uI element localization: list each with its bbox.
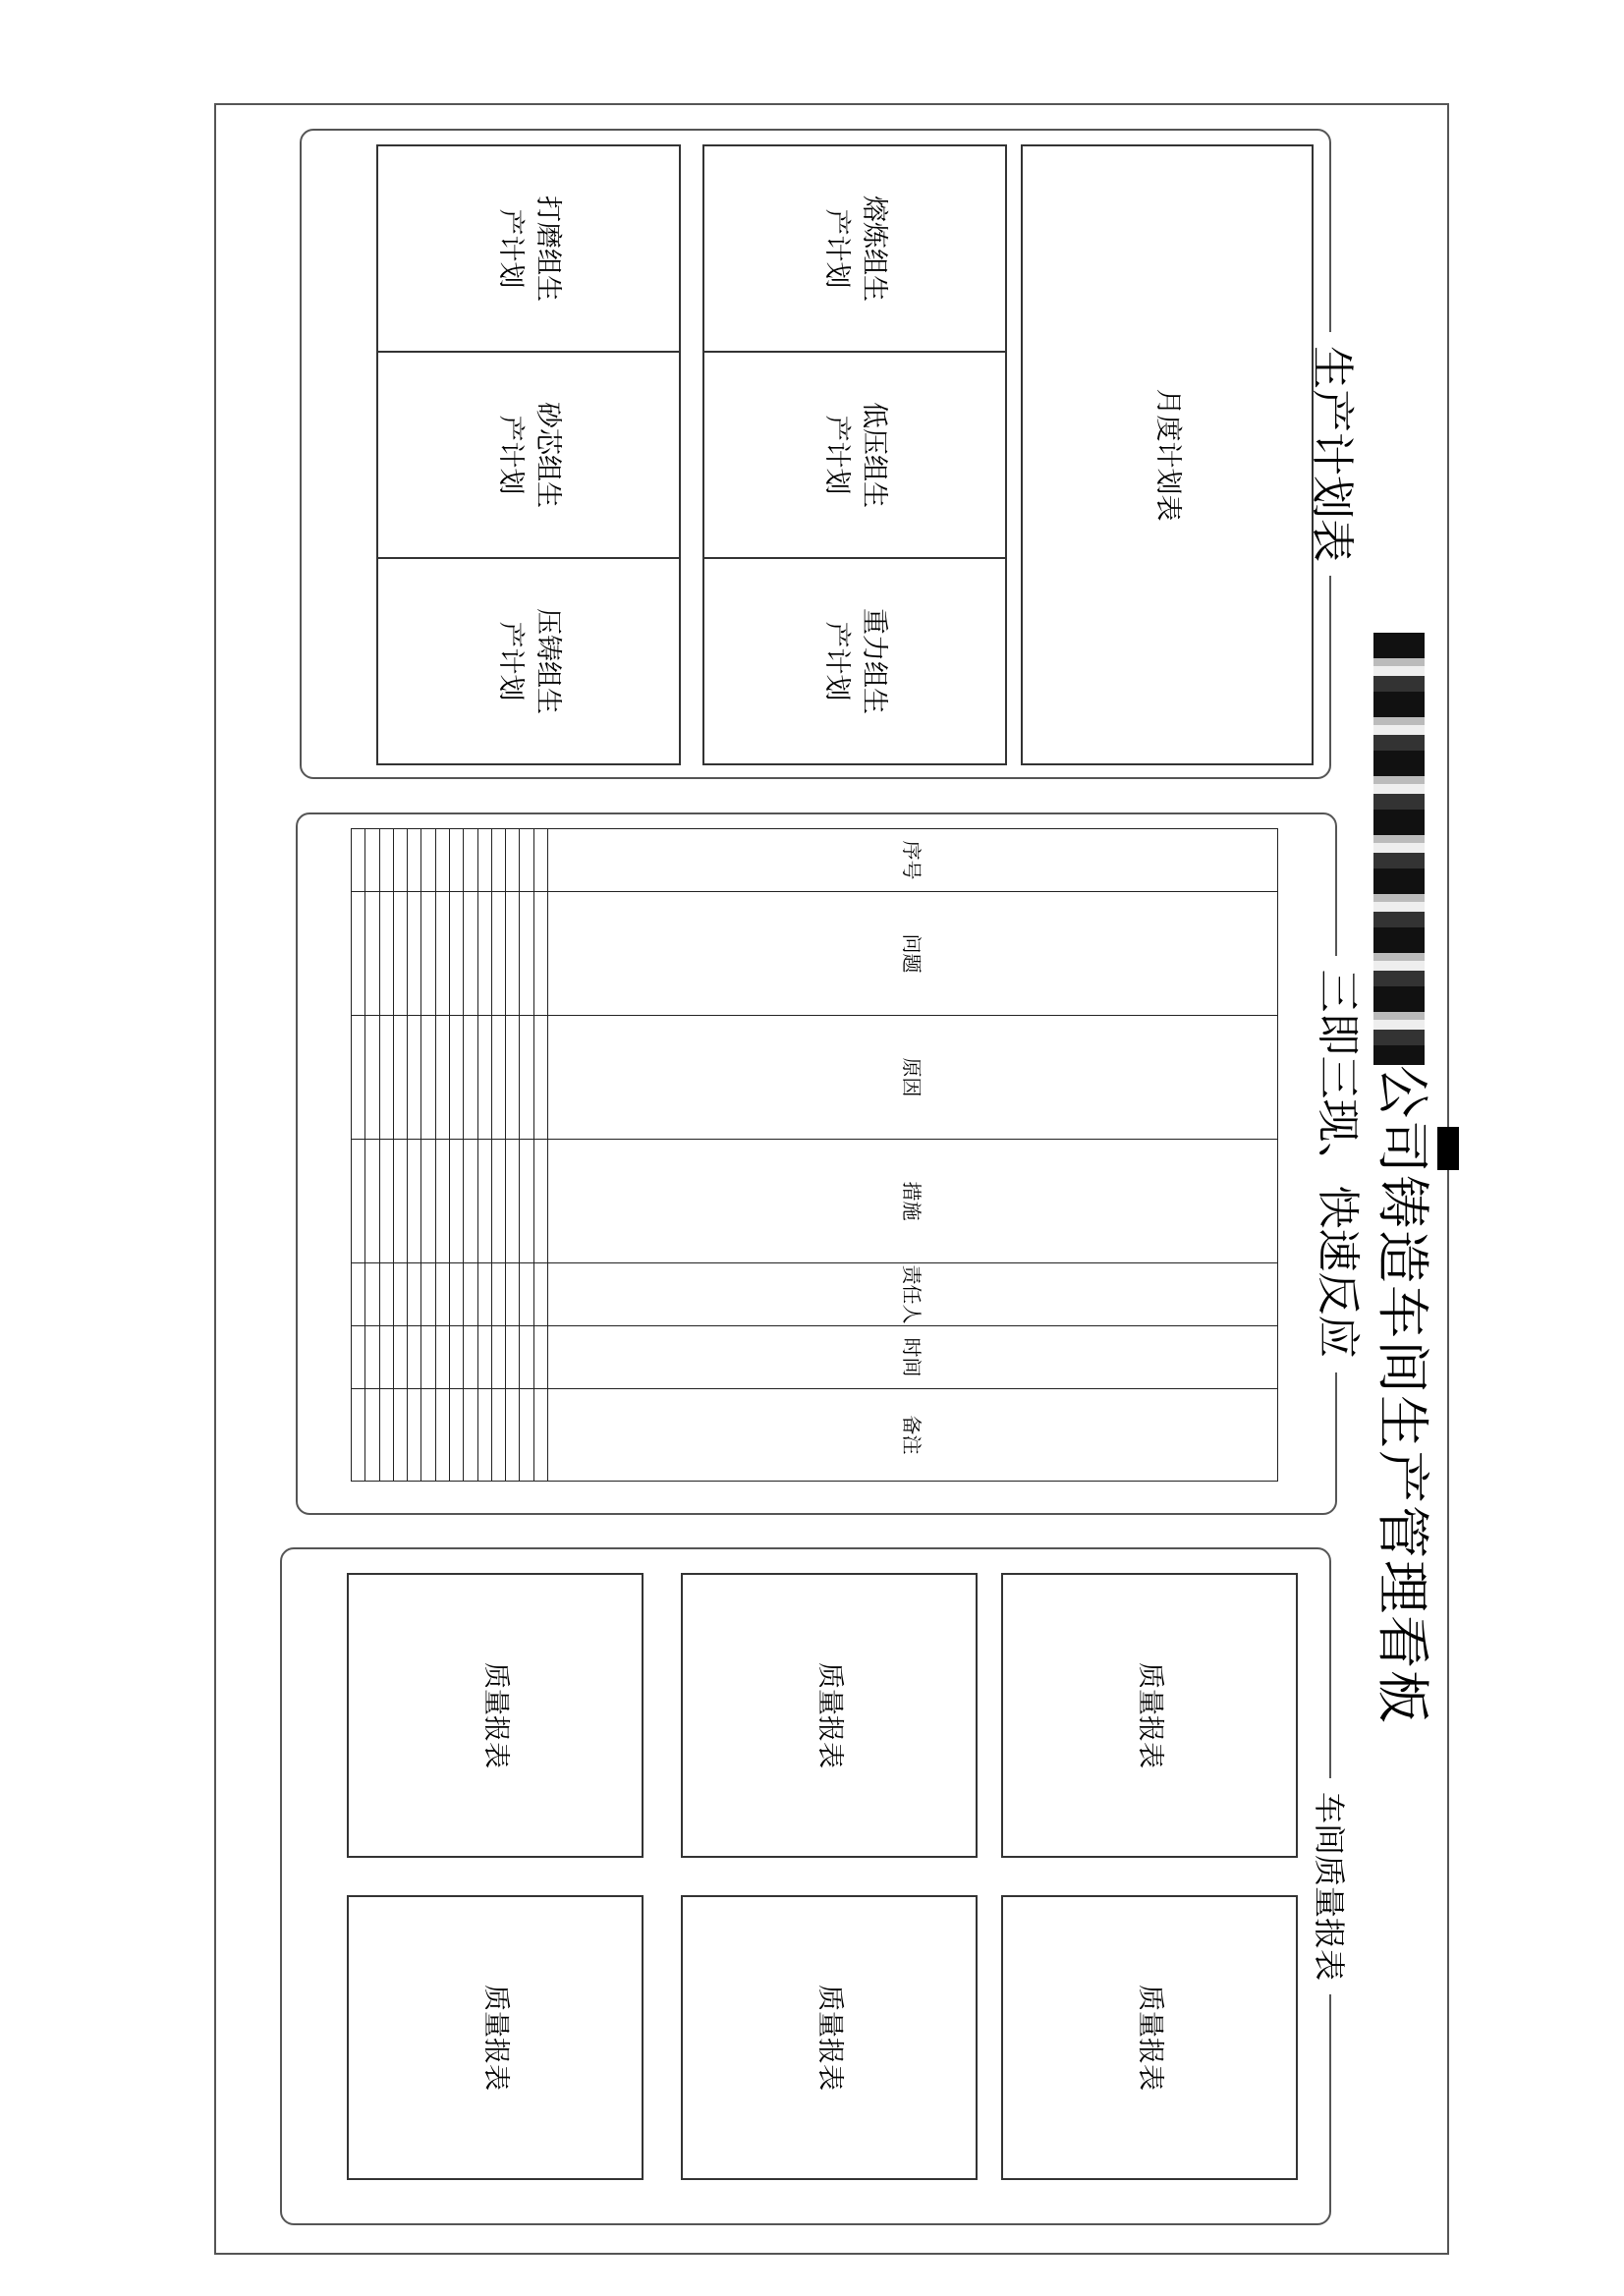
table-cell [533, 1263, 547, 1326]
quality-report-box [681, 1895, 978, 2180]
table-cell [477, 1263, 491, 1326]
quality-report-box [347, 1895, 644, 2180]
table-cell [533, 1389, 547, 1482]
plan-box-sand-core [376, 351, 681, 559]
quality-label: 车间质量报表 [1308, 1778, 1351, 1994]
quality-report-box [347, 1573, 644, 1858]
table-cell [533, 1326, 547, 1389]
col-header: 问题 [548, 892, 1278, 1016]
quality-report-label: 质量报表 [814, 1662, 845, 1768]
plan-box-smelting [702, 144, 1007, 353]
table-cell [491, 892, 505, 1016]
col-header: 序号 [548, 829, 1278, 892]
plan-box-die-casting [376, 557, 681, 765]
table-cell [477, 1326, 491, 1389]
table-cell [435, 829, 449, 892]
table-row [393, 829, 407, 1482]
table-cell [506, 1263, 520, 1326]
table-cell [477, 1140, 491, 1263]
plan-line1: 砂芯组生 [532, 402, 563, 508]
table-cell [506, 892, 520, 1016]
table-cell [477, 829, 491, 892]
table-cell [477, 892, 491, 1016]
table-row [379, 829, 393, 1482]
table-cell [491, 829, 505, 892]
quality-section [280, 1547, 1348, 2225]
table-cell [393, 892, 407, 1016]
table-cell [491, 1263, 505, 1326]
table-cell [464, 1389, 477, 1482]
table-cell [365, 829, 379, 892]
table-cell [520, 1389, 533, 1482]
table-cell [450, 1140, 464, 1263]
table-cell [491, 1326, 505, 1389]
quality-report-label: 质量报表 [1135, 1662, 1165, 1768]
col-header: 备注 [548, 1389, 1278, 1482]
quality-report-label: 质量报表 [814, 1985, 845, 2091]
table-cell [352, 1326, 365, 1389]
plan-line2: 产计划 [495, 208, 526, 289]
table-row [506, 829, 520, 1482]
table-cell [393, 1263, 407, 1326]
table-cell [435, 1016, 449, 1140]
board-title [1365, 105, 1439, 2253]
table-cell [408, 1389, 421, 1482]
table-cell [464, 1016, 477, 1140]
table-cell [506, 1016, 520, 1140]
table-cell [491, 1140, 505, 1263]
table-cell [365, 1016, 379, 1140]
table-cell [533, 1140, 547, 1263]
quick-response-section [296, 812, 1363, 1515]
table-cell [408, 1263, 421, 1326]
table-cell [520, 1016, 533, 1140]
redaction-mark [1437, 1127, 1459, 1170]
production-plan-label: 生产计划表 [1300, 332, 1363, 576]
table-cell [379, 1326, 393, 1389]
table-row [477, 829, 491, 1482]
table-cell [379, 1016, 393, 1140]
table-cell [450, 1263, 464, 1326]
table-cell [379, 1140, 393, 1263]
table-cell [352, 829, 365, 892]
quality-report-label: 质量报表 [480, 1985, 511, 2091]
table-cell [464, 1263, 477, 1326]
table-cell [408, 829, 421, 892]
monthly-plan-label: 月度计划表 [1152, 388, 1183, 522]
quick-response-label: 三即三现、快速反应 [1306, 956, 1369, 1372]
table-cell [464, 1140, 477, 1263]
table-cell [435, 1140, 449, 1263]
table-cell [352, 1140, 365, 1263]
table-cell [408, 1326, 421, 1389]
monthly-plan-box [1021, 144, 1314, 765]
table-cell [379, 1389, 393, 1482]
table-cell [435, 1326, 449, 1389]
issue-table [351, 828, 1278, 1482]
table-cell [421, 892, 435, 1016]
redacted-company-name [1373, 633, 1425, 1065]
table-cell [491, 1389, 505, 1482]
table-cell [533, 829, 547, 892]
table-cell [520, 892, 533, 1016]
col-header: 原因 [548, 1016, 1278, 1140]
table-cell [464, 829, 477, 892]
col-header: 责任人 [548, 1263, 1278, 1326]
table-cell [365, 1140, 379, 1263]
table-cell [520, 1263, 533, 1326]
table-cell [477, 1389, 491, 1482]
quality-report-label: 质量报表 [1135, 1985, 1165, 2091]
table-cell [450, 892, 464, 1016]
table-cell [352, 1389, 365, 1482]
plan-line2: 产计划 [495, 415, 526, 495]
quality-report-box [1001, 1895, 1298, 2180]
col-header: 时间 [548, 1326, 1278, 1389]
table-cell [435, 1389, 449, 1482]
issue-table-body [352, 829, 548, 1482]
plan-line1: 压铸组生 [532, 608, 563, 714]
table-cell [506, 1326, 520, 1389]
plan-line2: 产计划 [821, 415, 852, 495]
table-cell [464, 892, 477, 1016]
table-cell [393, 1140, 407, 1263]
plan-line1: 重力组生 [859, 608, 889, 714]
table-cell [352, 1263, 365, 1326]
production-plan-section [300, 129, 1357, 779]
table-row [450, 829, 464, 1482]
table-cell [421, 1389, 435, 1482]
table-row [464, 829, 477, 1482]
table-cell [520, 1140, 533, 1263]
plan-line2: 产计划 [821, 208, 852, 289]
table-cell [408, 1016, 421, 1140]
quality-report-box [1001, 1573, 1298, 1858]
table-cell [408, 1140, 421, 1263]
table-cell [506, 829, 520, 892]
table-cell [365, 1389, 379, 1482]
table-row [520, 829, 533, 1482]
table-cell [365, 1326, 379, 1389]
plan-line1: 打磨组生 [532, 196, 563, 302]
table-cell [379, 1263, 393, 1326]
table-cell [365, 1263, 379, 1326]
table-cell [435, 1263, 449, 1326]
table-cell [408, 892, 421, 1016]
table-row [435, 829, 449, 1482]
plan-line1: 熔炼组生 [859, 196, 889, 302]
plan-line2: 产计划 [495, 621, 526, 701]
table-cell [393, 1016, 407, 1140]
quality-report-label: 质量报表 [480, 1662, 511, 1768]
plan-line1: 低压组生 [859, 402, 889, 508]
table-cell [506, 1140, 520, 1263]
table-row [421, 829, 435, 1482]
table-cell [421, 1326, 435, 1389]
table-cell [491, 1016, 505, 1140]
quality-report-box [681, 1573, 978, 1858]
col-header: 措施 [548, 1140, 1278, 1263]
table-row [533, 829, 547, 1482]
table-cell [464, 1326, 477, 1389]
table-cell [450, 829, 464, 892]
table-cell [533, 892, 547, 1016]
table-cell [421, 829, 435, 892]
plan-box-low-pressure [702, 351, 1007, 559]
table-cell [393, 1389, 407, 1482]
table-cell [352, 1016, 365, 1140]
table-cell [421, 1140, 435, 1263]
plan-box-grinding [376, 144, 681, 353]
table-row [491, 829, 505, 1482]
table-row [408, 829, 421, 1482]
table-cell [533, 1016, 547, 1140]
table-cell [393, 829, 407, 892]
table-cell [365, 892, 379, 1016]
table-cell [450, 1016, 464, 1140]
workshop-board [214, 103, 1449, 2255]
table-cell [520, 829, 533, 892]
table-cell [379, 892, 393, 1016]
table-cell [477, 1016, 491, 1140]
table-cell [450, 1389, 464, 1482]
table-cell [435, 892, 449, 1016]
table-cell [379, 829, 393, 892]
table-cell [352, 892, 365, 1016]
board-title-text: 公司铸造车间生产管理看板 [1372, 1065, 1433, 1725]
plan-box-gravity [702, 557, 1007, 765]
table-row [365, 829, 379, 1482]
table-cell [421, 1016, 435, 1140]
table-cell [520, 1326, 533, 1389]
table-header-row [548, 829, 1278, 1482]
table-cell [506, 1389, 520, 1482]
plan-line2: 产计划 [821, 621, 852, 701]
table-cell [450, 1326, 464, 1389]
table-row [352, 829, 365, 1482]
table-cell [421, 1263, 435, 1326]
table-cell [393, 1326, 407, 1389]
